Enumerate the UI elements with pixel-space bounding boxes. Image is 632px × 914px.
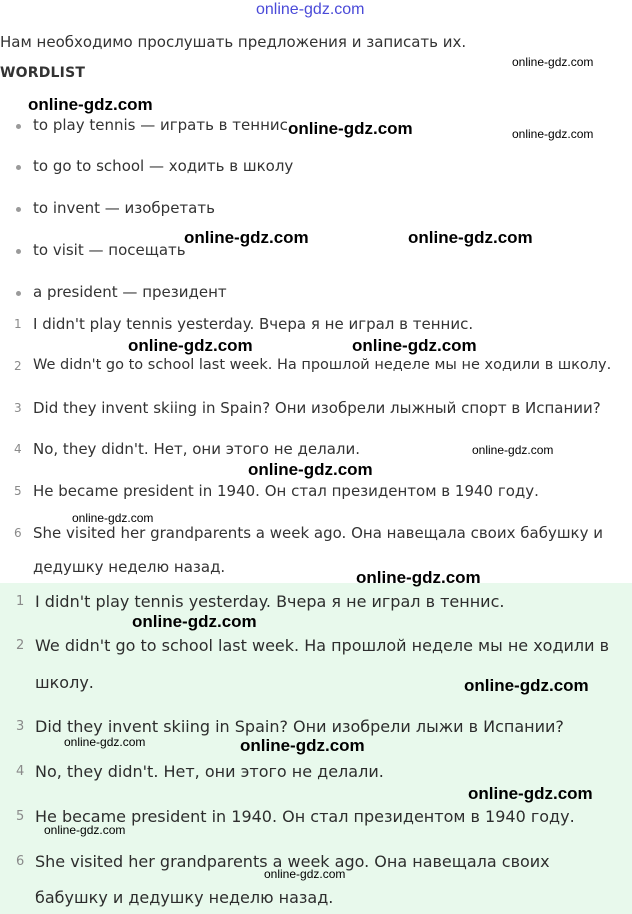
watermark: online-gdz.com (408, 228, 533, 247)
answer-item: 5 He became president in 1940. Он стал президентом в 1940 году. (16, 807, 575, 826)
bullet-icon (16, 207, 21, 212)
watermark: online-gdz.com (184, 228, 309, 247)
bullet-icon (16, 249, 21, 254)
bullet-icon (16, 124, 21, 129)
watermark: online-gdz.com (468, 784, 593, 803)
answer-item: 2 We didn't go to school last week. На прошлой неделе мы не ходили в (16, 636, 610, 655)
bullet-icon (16, 165, 21, 170)
watermark: online-gdz.com (512, 127, 594, 141)
watermark: online-gdz.com (464, 676, 589, 695)
list-item: to play tennis — играть в теннис (0, 116, 632, 136)
sentence-item: 1 I didn't play tennis yesterday. Вчера я не играл в теннис. (14, 315, 474, 333)
intro-text: Нам необходимо прослушать предложения и записать их. (0, 33, 467, 51)
list-item: to go to school — ходить в школу (0, 157, 632, 177)
answer-item: 3 Did they invent skiing in Spain? Они изобрели лыжи в Испании? (16, 717, 564, 736)
watermark: online-gdz.com (64, 735, 146, 749)
answer-item: 1 I didn't play tennis yesterday. Вчера я не играл в теннис. (16, 592, 505, 611)
watermark: online-gdz.com (44, 823, 126, 837)
watermark: online-gdz.com (288, 119, 413, 138)
answer-item: 6 She visited her grandparents a week ago. Она навещала своих (16, 852, 550, 871)
watermark: online-gdz.com (28, 95, 153, 114)
watermark: online-gdz.com (128, 336, 253, 355)
list-item: a president — президент (0, 283, 632, 303)
watermark: online-gdz.com (264, 867, 346, 881)
sentence-item: 4 No, they didn't. Нет, они этого не делали. (14, 440, 360, 458)
sentence-item: 2 We didn't go to school last week. На прошлой неделе мы не ходили в школу. (14, 357, 612, 373)
watermark: online-gdz.com (512, 55, 594, 69)
watermark-top: online-gdz.com (256, 1, 365, 18)
sentence-item: 5 He became president in 1940. Он стал президентом в 1940 году. (14, 482, 539, 500)
bullet-icon (16, 291, 21, 296)
watermark: online-gdz.com (240, 736, 365, 755)
sentence-item-continued: дедушку неделю назад. (33, 558, 226, 576)
watermark: online-gdz.com (132, 612, 257, 631)
answer-item: 4 No, they didn't. Нет, они этого не делали. (16, 762, 384, 781)
watermark: online-gdz.com (356, 568, 481, 587)
watermark: online-gdz.com (472, 443, 554, 457)
sentence-item: 3 Did they invent skiing in Spain? Они изобрели лыжный спорт в Испании? (14, 399, 601, 417)
list-item: to invent — изобретать (0, 199, 632, 219)
answer-item-continued: школу. (35, 673, 94, 692)
sentence-item: 6 She visited her grandparents a week ago. Она навещала своих бабушку и (14, 524, 603, 542)
wordlist-heading: WORDLIST (0, 65, 86, 81)
answer-item-continued: бабушку и дедушку неделю назад. (35, 888, 334, 907)
watermark: online-gdz.com (72, 511, 154, 525)
watermark: online-gdz.com (248, 460, 373, 479)
watermark: online-gdz.com (352, 336, 477, 355)
list-item: to visit — посещать (0, 241, 632, 261)
